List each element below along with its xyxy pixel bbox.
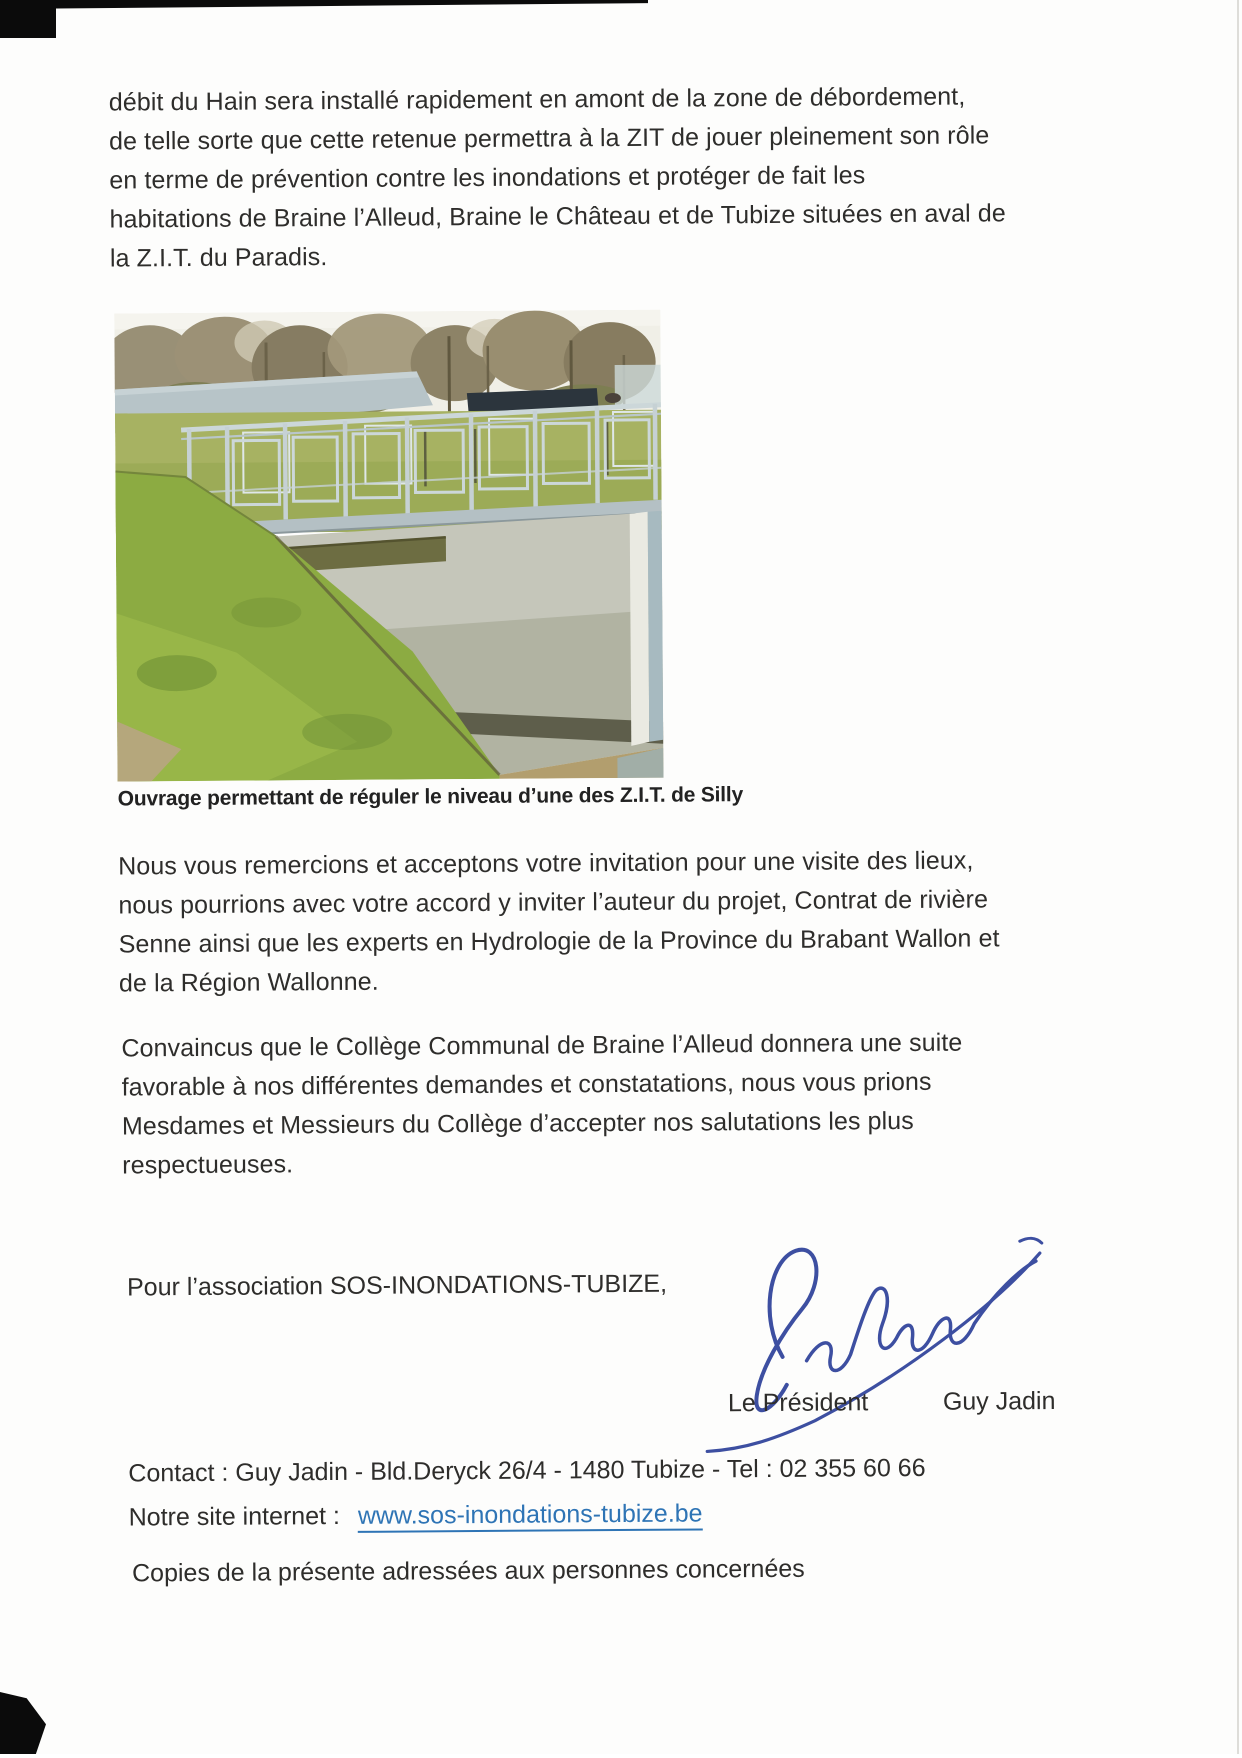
text-line: respectueuses. xyxy=(122,1141,963,1186)
text-line: de la Région Wallonne. xyxy=(119,958,1000,1003)
association-line: Pour l’association SOS-INONDATIONS-TUBIZE, xyxy=(127,1270,667,1303)
text-line: de telle sorte que cette retenue permettra à la ZIT de jouer pleinement son rôle xyxy=(109,116,1005,161)
paragraph-closing xyxy=(121,1024,963,1186)
website-label: Notre site internet : xyxy=(129,1502,340,1531)
text-line: Senne ainsi que les experts en Hydrologie de la Province du Brabant Wallon et xyxy=(119,919,1000,964)
text-line: nous pourrions avec votre accord y inviter l’auteur du projet, Contrat de rivière xyxy=(118,880,999,925)
photo-caption: Ouvrage permettant de réguler le niveau d’une des Z.I.T. de Silly xyxy=(118,783,744,811)
text-line: favorable à nos différentes demandes et constatations, nous vous prions xyxy=(122,1063,963,1108)
text-line: habitations de Braine l’Alleud, Braine le Château et de Tubize situées en aval de xyxy=(109,194,1005,239)
president-line xyxy=(728,1388,869,1418)
text-line: en terme de prévention contre les inondations et protéger de fait les xyxy=(109,155,1005,200)
weir-photo-illustration xyxy=(114,310,663,782)
contact-line: Contact : Guy Jadin - Bld.Deryck 26/4 - 1480 Tubize - Tel : 02 355 60 66 xyxy=(128,1454,925,1489)
text-line: Convaincus que le Collège Communal de Braine l’Alleud donnera une suite xyxy=(121,1024,962,1069)
text-line: Nous vous remercions et acceptons votre invitation pour une visite des lieux, xyxy=(118,841,999,886)
website-link[interactable]: www.sos-inondations-tubize.be xyxy=(358,1499,703,1532)
signature-handwriting xyxy=(663,1197,1065,1460)
text-line: débit du Hain sera installé rapidement en amont de la zone de débordement, xyxy=(109,77,1005,122)
president-title: Le Président xyxy=(728,1388,869,1417)
paragraph-intro xyxy=(109,77,1007,278)
text-line: la Z.I.T. du Paradis. xyxy=(110,233,1006,278)
text-line: Mesdames et Messieurs du Collège d’accepter nos salutations les plus xyxy=(122,1102,963,1147)
weir-photo xyxy=(114,310,663,782)
copies-line: Copies de la présente adressées aux personnes concernées xyxy=(132,1555,805,1589)
website-line xyxy=(129,1499,703,1532)
paragraph-invitation xyxy=(118,841,1000,1003)
president-name: Guy Jadin xyxy=(943,1387,1056,1417)
